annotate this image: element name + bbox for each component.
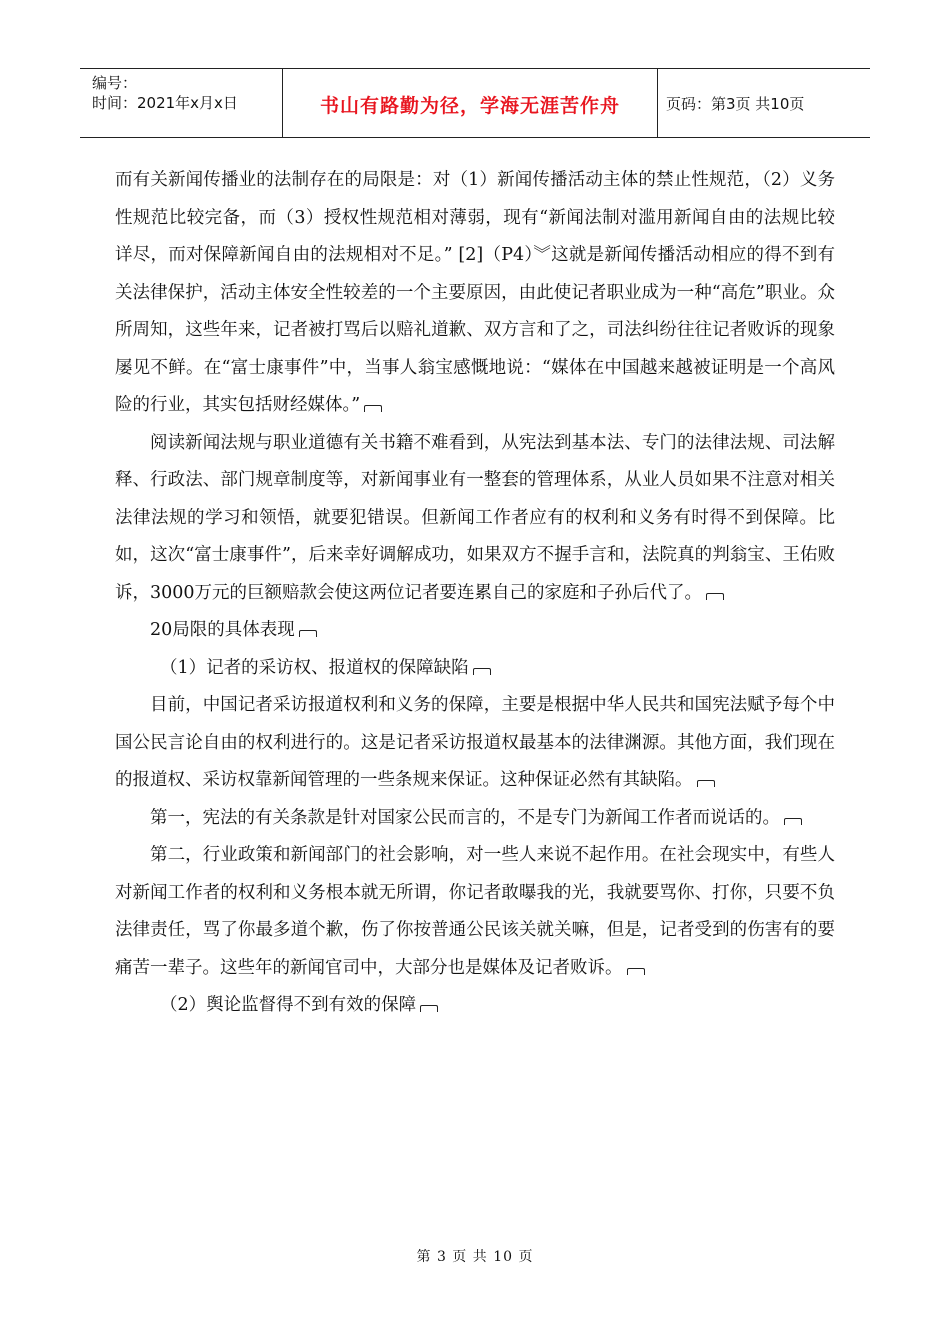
paragraph-mark-icon xyxy=(627,968,645,975)
paragraph-mark-icon xyxy=(473,668,491,675)
paragraph xyxy=(115,425,835,613)
paragraph-mark-icon xyxy=(420,1005,438,1012)
header-motto-cell xyxy=(282,69,658,137)
number-label: 编号： xyxy=(92,74,138,92)
subsection-heading xyxy=(115,987,835,1025)
section-heading xyxy=(115,612,835,650)
paragraph-mark-icon xyxy=(784,818,802,825)
paragraph-text: 第二，行业政策和新闻部门的社会影响，对一些人来说不起作用。在社会现实中，有些人对新闻工作者的权利和义务根本就无所谓，你记者敢曝我的光，我就要骂你、打你，只要不负法律责任，骂了你最多道个歉，伤了你按普通公民该关就关嘛，但是，记者受到的伤害有的要痛苦一辈子。这些年的新闻官司中，大部分也是媒体及记者败诉。 xyxy=(115,845,835,978)
document-header xyxy=(80,68,870,138)
paragraph-text: 第一，宪法的有关条款是针对国家公民而言的，不是专门为新闻工作者而说话的。 xyxy=(150,807,780,828)
paragraph-mark-icon xyxy=(697,780,715,787)
paragraph-text: （1）记者的采访权、报道权的保障缺陷 xyxy=(160,657,469,678)
motto-text: 书山有路勤为径，学海无涯苦作舟 xyxy=(319,95,620,117)
subsection-heading xyxy=(115,650,835,688)
paragraph-mark-icon xyxy=(299,630,317,637)
page-footer: 第 3 页 共 10 页 xyxy=(416,1249,534,1265)
paragraph xyxy=(115,837,835,987)
paragraph-mark-icon xyxy=(706,593,724,600)
header-page-info: 页码：第3页 共10页 xyxy=(666,95,805,113)
paragraph-text: 目前，中国记者采访报道权利和义务的保障，主要是根据中华人民共和国宪法赋予每个中国公民言论自由的权利进行的。这是记者采访报道权最基本的法律渊源。其他方面，我们现在的报道权、采访权靠新闻管理的一些条规来保证。这种保证必然有其缺陷。 xyxy=(115,695,835,790)
paragraph-text: （2）舆论监督得不到有效的保障 xyxy=(160,995,417,1015)
paragraph-text: 而有关新闻传播业的法制存在的局限是：对（1）新闻传播活动主体的禁止性规范，（2）义务性规范比较完备，而（3）授权性规范相对薄弱，现有“新闻法制对滥用新闻自由的法规比较详尽，而对保障新闻自由的法规相对不足。” [2]（P4）︾这就是新闻传播活动相应的得不到有关法律保护，活动主体安全性较差的一个主要原因，由此使记者职业成为一种“高危”职业。众所周知，这些年来，记者被打骂后以赔礼道歉、双方言和了之，司法纠纷往往记者败诉的现象屡见不鲜。在“富士康事件”中，当事人翁宝感慨地说：“媒体在中国越来越被证明是一个高风险的行业，其实包括财经媒体。” xyxy=(115,170,835,415)
paragraph-text: 阅读新闻法规与职业道德有关书籍不难看到，从宪法到基本法、专门的法律法规、司法解释、行政法、部门规章制度等，对新闻事业有一整套的管理体系，从业人员如果不注意对相关法律法规的学习和领悟，就要犯错误。但新闻工作者应有的权利和义务有时得不到保障。比如，这次“富士康事件”，后来幸好调解成功，如果双方不握手言和，法院真的判翁宝、王佑败诉，3000万元的巨额赔款会使这两位记者要连累自己的家庭和子孙后代了。 xyxy=(115,432,835,603)
time-label: 时间：2021年x月x日 xyxy=(92,94,238,112)
paragraph xyxy=(115,162,835,425)
header-meta-cell xyxy=(80,69,282,137)
document-body xyxy=(115,162,835,1025)
paragraph-text: 20局限的具体表现 xyxy=(150,620,295,640)
paragraph-mark-icon xyxy=(364,405,382,412)
paragraph xyxy=(115,687,835,800)
paragraph xyxy=(115,800,835,838)
